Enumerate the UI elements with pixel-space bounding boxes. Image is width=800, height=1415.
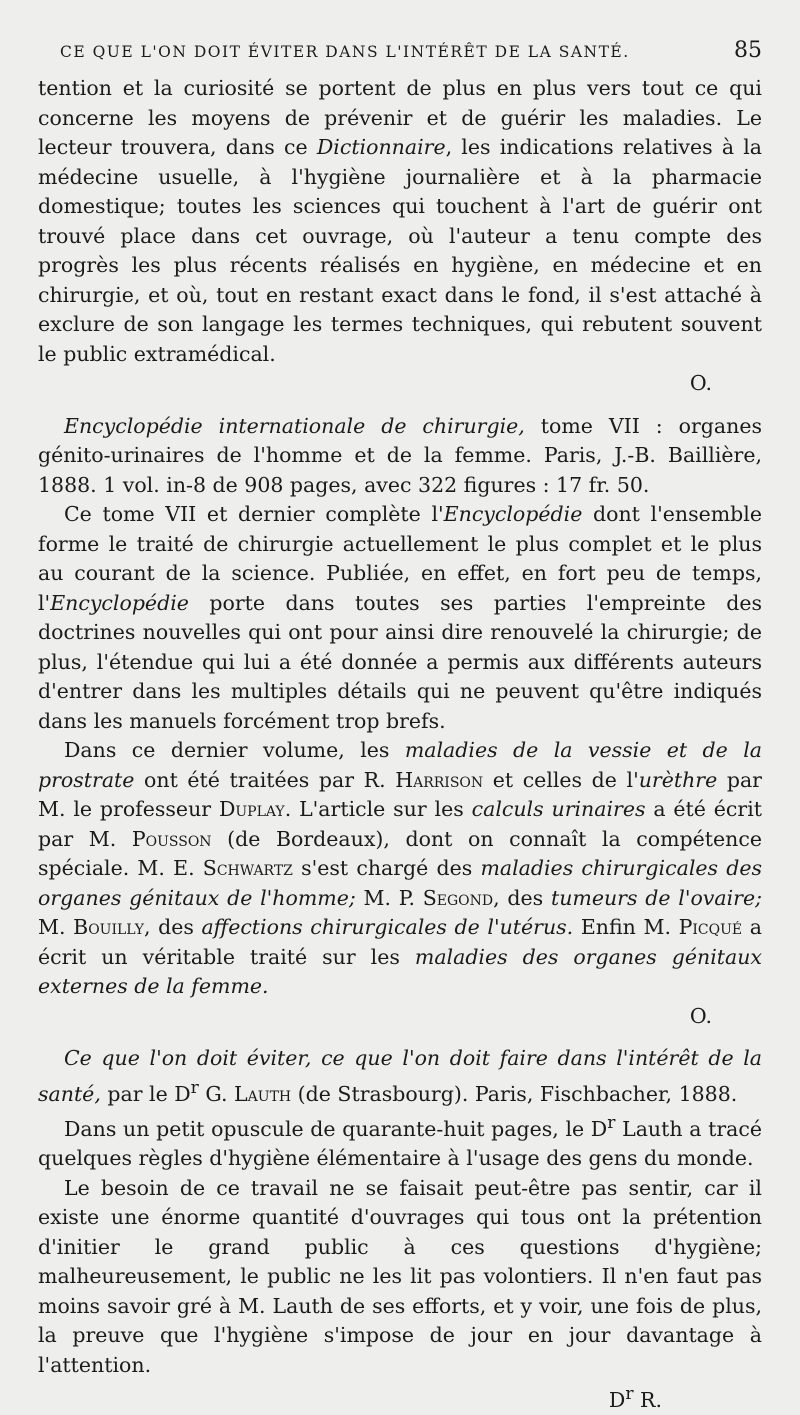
running-header (60, 38, 762, 72)
paragraph-continuation: tention et la curiosité se portent de plus en plus vers tout ce qui concerne les moyens de prévenir et de guérir les maladies. Le lecteur trouvera, dans ce Dictionnaire, les indications relatives à la médecine usuelle, à l'hygiène journalière et à la pharmacie domestique; toutes les sciences qui touchent à l'art de guérir ont trouvé place dans cet ouvrage, où l'auteur a tenu compte des progrès les plus récents réalisés en hygiène, en médecine et en chirurgie, et où, tout en restant exact dans le fond, il s'est attaché à exclure de son langage les termes techniques, qui rebutent souvent le public extramédical. (38, 76, 763, 366)
signature-line (38, 1002, 762, 1032)
page-number: 85 (734, 38, 762, 63)
review-citation: Encyclopédie internationale de chirurgie, tome VII : organes génito-urinaires de l'homme et de la femme. Paris, J.-B. Baillière, 1888. 1 vol. in-8 de 908 pages, avec 322 figures : 17 fr. 50. (38, 413, 763, 497)
review-paragraph: Ce tome VII et dernier complète l'Encyclopédie dont l'ensemble forme le traité de chirurgie actuellement le plus complet et le plus au courant de la science. Publiée, en effet, en fort peu de temps, l'Encyclopédie porte dans toutes ses parties l'empreinte des doctrines nouvelles qui ont pour ainsi dire renouvelé la chirurgie; de plus, l'étendue qui lui a été donnée a permis aux différents auteurs d'entrer dans les multiples détails qui ne peuvent qu'être indiqués dans les manuels forcément trop brefs. (38, 502, 762, 733)
reviewer-signature: $D^r$ R. (608, 1384, 662, 1412)
book-title: Encyclopédie internationale de chirurgie, (64, 413, 525, 438)
review-citation: Ce que l'on doit éviter, ce que l'on doit faire dans l'intérêt de la santé, par le $D^r$ G. Lauth (de Strasbourg). Paris, Fischbacher, 1888. (38, 1046, 762, 1106)
reviewer-signature: O. (689, 1003, 712, 1028)
review-paragraph: Le besoin de ce travail ne se faisait peut-être pas sentir, car il existe une énorme quantité d'ouvrages qui tous ont la prétention d'initier le grand public à ces questions d'hygiène; malheureusement, le public ne les lit pas volontiers. Il n'en faut pas moins savoir gré à M. Lauth de ses efforts, et y voir, une fois de plus, la preuve que l'hygiène s'impose de jour en jour davantage à l'attention. (38, 1175, 762, 1377)
page-body (38, 74, 762, 1415)
review-paragraph: Dans ce dernier volume, les maladies de la vessie et de la prostrate ont été traitées par R. Harrison et celles de l'urèthre par M. le professeur Duplay. L'article sur les calculs urinaires a été écrit par M. Pousson (de Bordeaux), dont on connaît la compétence spéciale. M. E. Schwartz s'est chargé des maladies chirurgicales des organes génitaux de l'homme; M. P. Segond, des tumeurs de l'ovaire; M. Bouilly, des affections chirurgicales de l'utérus. Enfin M. Picqué a écrit un véritable traité sur les maladies des organes génitaux externes de la femme. (38, 738, 762, 998)
book-title: Ce que l'on doit éviter, ce que l'on doit faire dans l'intérêt de la santé, (38, 1046, 762, 1106)
signature-line (38, 1380, 762, 1415)
review-paragraph: Dans un petit opuscule de quarante-huit pages, le $D^r$ Lauth a tracé quelques règles d'hygiène élémentaire à l'usage des gens du monde. (38, 1112, 762, 1171)
reviewer-signature: O. (689, 371, 712, 395)
signature-line (38, 369, 762, 399)
running-title: CE QUE L'ON DOIT ÉVITER DANS L'INTÉRÊT DE LA SANTÉ. (60, 43, 630, 61)
